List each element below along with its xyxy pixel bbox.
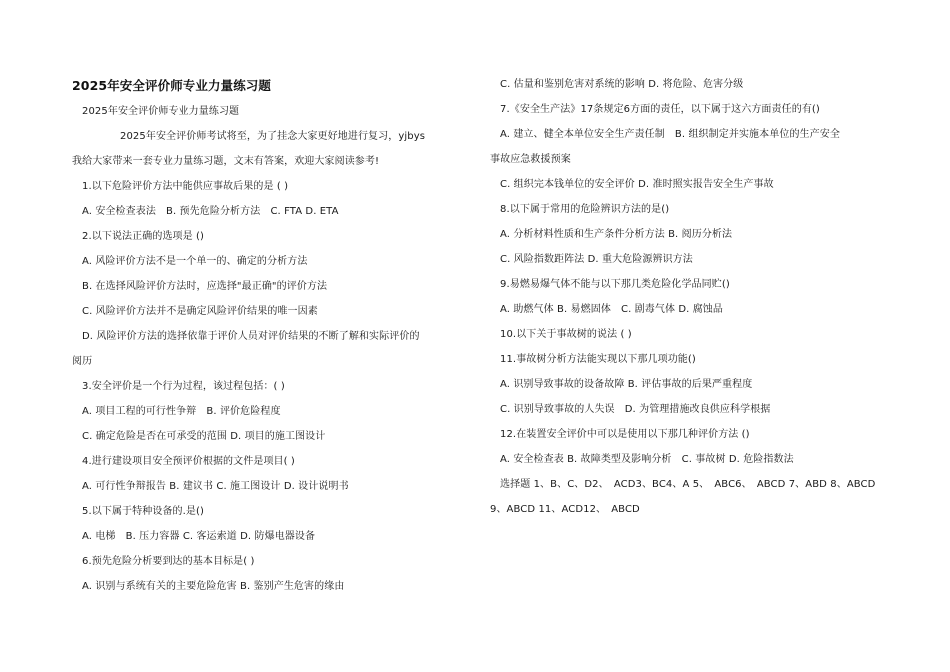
- question-8-options-ab: A. 分析材料性质和生产条件分析方法 B. 阅历分析法: [500, 229, 733, 240]
- question-10: 10.以下关于事故树的说法 ( ): [500, 329, 632, 340]
- question-3: 3.安全评价是一个行为过程，该过程包括：( ): [82, 381, 285, 392]
- question-7: 7.《安全生产法》17条规定6方面的责任，以下属于这六方面责任的有(): [500, 104, 820, 115]
- answer-key: 选择题 1、B、C、D2、 ACD3、BC4、A 5、 ABC6、 ABCD 7、ABD 8、ABCD: [500, 479, 876, 490]
- question-2-option-d-cont: 阅历: [72, 356, 93, 367]
- question-2: 2.以下说法正确的选项是 (): [82, 231, 205, 242]
- question-2-option-a: A. 风险评价方法不是一个单一的、确定的分析方法: [82, 256, 308, 267]
- question-1-options: A. 安全检查表法 B. 预先危险分析方法 C. FTA D. ETA: [82, 206, 339, 217]
- question-11: 11.事故树分析方法能实现以下那几项功能(): [500, 354, 696, 365]
- question-6-options-cd: C. 估量和鉴别危害对系统的影响 D. 将危险、危害分级: [500, 79, 744, 90]
- question-2-option-d: D. 风险评价方法的选择依靠于评价人员对评价结果的不断了解和实际评价的: [82, 331, 420, 342]
- question-6-options-ab: A. 识别与系统有关的主要危险危害 B. 鉴别产生危害的缘由: [82, 581, 345, 592]
- question-4: 4.进行建设项目安全预评价根据的文件是项目( ): [82, 456, 295, 467]
- question-8: 8.以下属于常用的危险辨识方法的是(): [500, 204, 670, 215]
- question-2-option-c: C. 风险评价方法并不是确定风险评价结果的唯一因素: [82, 306, 318, 317]
- question-4-options: A. 可行性争辩报告 B. 建议书 C. 施工图设计 D. 设计说明书: [82, 481, 349, 492]
- question-9: 9.易燃易爆气体不能与以下那几类危险化学品同贮(): [500, 279, 730, 290]
- answer-key-cont: 9、ABCD 11、ACD12、 ABCD: [490, 504, 640, 515]
- question-2-option-b: B. 在选择风险评价方法时，应选择"最正确"的评价方法: [82, 281, 328, 292]
- question-11-options-ab: A. 识别导致事故的设备故障 B. 评估事故的后果严重程度: [500, 379, 753, 390]
- intro-line: 我给大家带来一套专业力量练习题，文末有答案，欢迎大家阅读参考!: [72, 156, 380, 167]
- question-5-options: A. 电梯 B. 压力容器 C. 客运索道 D. 防爆电器设备: [82, 531, 316, 542]
- question-7-options-ab: A. 建立、健全本单位安全生产责任制 B. 组织制定并实施本单位的生产安全: [500, 129, 840, 140]
- document-title: 2025年安全评价师专业力量练习题: [72, 78, 271, 93]
- question-12-options: A. 安全检查表 B. 故障类型及影响分析 C. 事故树 D. 危险指数法: [500, 454, 794, 465]
- question-11-options-cd: C. 识别导致事故的人失误 D. 为管理措施改良供应科学根据: [500, 404, 771, 415]
- question-8-options-cd: C. 风险指数距阵法 D. 重大危险源辨识方法: [500, 254, 693, 265]
- question-7-options-cd: C. 组织完本钱单位的安全评价 D. 准时照实报告安全生产事故: [500, 179, 774, 190]
- question-3-options-cd: C. 确定危险是否在可承受的范围 D. 项目的施工图设计: [82, 431, 326, 442]
- question-3-options-ab: A. 项目工程的可行性争辩 B. 评价危险程度: [82, 406, 281, 417]
- question-6: 6.预先危险分析要到达的基本目标是( ): [82, 556, 255, 567]
- intro-line: 2025年安全评价师考试将至，为了挂念大家更好地进行复习，yjbys: [120, 131, 426, 142]
- subtitle-line: 2025年安全评价师专业力量练习题: [82, 106, 240, 117]
- question-12: 12.在装置安全评价中可以是使用以下那几种评价方法 (): [500, 429, 750, 440]
- question-1: 1.以下危险评价方法中能供应事故后果的是 ( ): [82, 181, 289, 192]
- question-7-option-b-cont: 事故应急救援预案: [490, 154, 571, 165]
- question-9-options: A. 助燃气体 B. 易燃固体 C. 剧毒气体 D. 腐蚀品: [500, 304, 723, 315]
- question-5: 5.以下属于特种设备的.是(): [82, 506, 205, 517]
